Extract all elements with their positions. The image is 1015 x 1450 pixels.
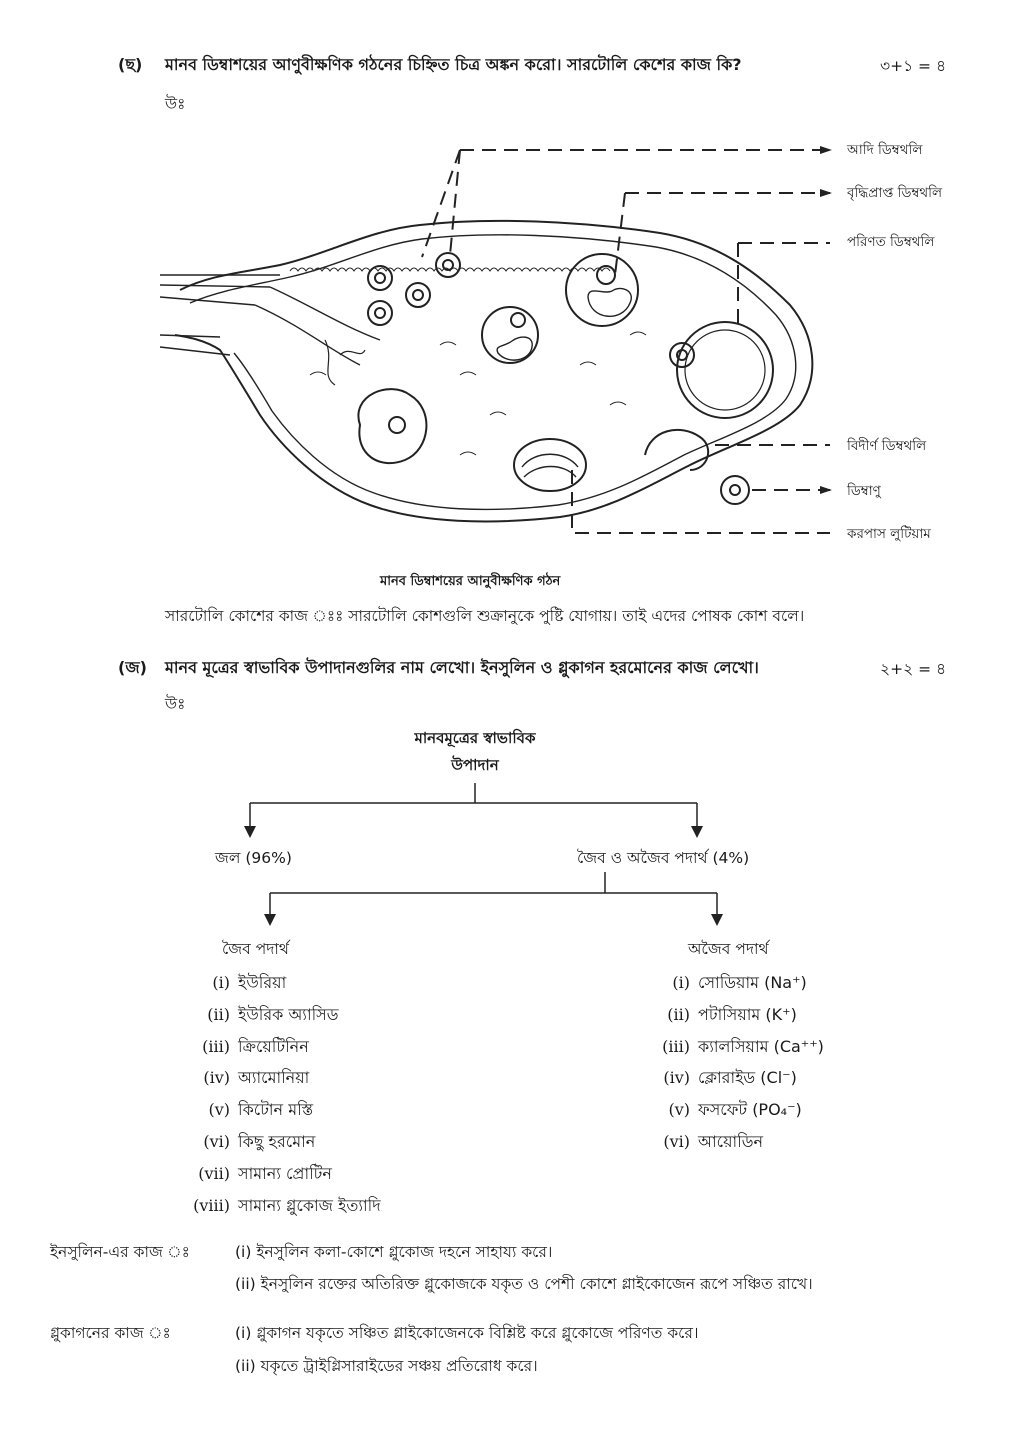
list-item — [182, 1190, 381, 1222]
item-text: কিটোন মস্তি — [238, 1100, 314, 1120]
item-text: সামান্য গ্লুকোজ ইত্যাদি — [238, 1195, 381, 1215]
item-text: ক্যালসিয়াম (Ca⁺⁺) — [698, 1036, 824, 1056]
list-item — [642, 1031, 824, 1063]
item-number: (vii) — [198, 1163, 230, 1183]
list-item — [182, 967, 381, 999]
question-chha-marks: ৩+১ = ৪ — [880, 57, 947, 75]
tree-root-line2: উপাদান — [451, 756, 499, 774]
item-text: ফসফেট (PO₄⁻) — [698, 1100, 802, 1120]
insulin-point-1: (i) ইনসুলিন কলা-কোশে গ্লুকোজ দহনে সাহায্য করে। — [235, 1243, 553, 1261]
tree-water: জল (96%) — [215, 849, 292, 867]
item-number: (iv) — [203, 1068, 230, 1088]
answer-label-chha: উঃ — [165, 95, 186, 113]
list-item — [642, 1126, 824, 1158]
item-number: (i) — [212, 973, 230, 992]
answer-label-jha: উঃ — [165, 695, 186, 713]
item-number: (v) — [208, 1100, 230, 1120]
insulin-label: ইনসুলিন-এর কাজ ঃ — [50, 1243, 190, 1261]
label-ruptured-follicle: বিদীর্ণ ডিম্বথলি — [847, 438, 927, 454]
label-ovum: ডিম্বাণু — [847, 483, 881, 499]
tree-solids: জৈব ও অজৈব পদার্থ (4%) — [577, 849, 750, 867]
item-text: ইউরিক অ্যাসিড — [238, 1004, 339, 1024]
list-item — [182, 999, 381, 1031]
question-chha-text: মানব ডিম্বাশয়ের আণুবীক্ষণিক গঠনের চিহ্নিত চিত্র অঙ্কন করো। সারটোলি কেশের কাজ কি? — [165, 55, 742, 74]
glucagon-point-2: (ii) যকৃতে ট্রাইগ্লিসারাইডের সঞ্চয় প্রতিরোধ করে। — [235, 1357, 538, 1375]
question-chha-marker: (ছ) — [118, 55, 143, 74]
item-number: (iii) — [662, 1036, 690, 1056]
inorganic-title: অজৈব পদার্থ — [688, 940, 769, 958]
list-item — [182, 1158, 381, 1190]
list-item — [182, 1126, 381, 1158]
organic-list — [182, 967, 381, 1221]
list-item — [642, 999, 824, 1031]
item-text: ইউরিয়া — [238, 973, 287, 992]
sertoli-answer: সারটোলি কোশের কাজ ঃঃ সারটোলি কোশগুলি শুক্রানুকে পুষ্টি যোগায়। তাই এদের পোষক কোশ বলে। — [165, 607, 805, 625]
item-number: (viii) — [193, 1195, 230, 1215]
list-item — [642, 1062, 824, 1094]
question-jha-marker: (জ) — [118, 658, 147, 677]
item-text: সামান্য প্রোটিন — [238, 1163, 332, 1183]
question-jha-text: মানব মূত্রের স্বাভাবিক উপাদানগুলির নাম লেখো। ইনসুলিন ও গ্লুকাগন হরমোনের কাজ লেখো। — [165, 658, 759, 677]
item-text: পটাসিয়াম (K⁺) — [698, 1004, 797, 1024]
item-number: (vi) — [203, 1131, 230, 1151]
list-item — [182, 1031, 381, 1063]
list-item — [642, 1094, 824, 1126]
item-text: ক্লোরাইড (Cl⁻) — [698, 1068, 797, 1088]
glucagon-label: গ্লুকাগনের কাজ ঃ — [50, 1324, 171, 1342]
label-mature-follicle: পরিণত ডিম্বথলি — [847, 234, 935, 250]
tree-root-line1: মানবমূত্রের স্বাভাবিক — [414, 729, 536, 747]
item-number: (vi) — [663, 1131, 690, 1151]
item-text: অ্যামোনিয়া — [238, 1068, 310, 1088]
item-text: সোডিয়াম (Na⁺) — [698, 973, 807, 992]
list-item — [182, 1094, 381, 1126]
item-number: (iv) — [663, 1068, 690, 1088]
item-number: (ii) — [207, 1004, 230, 1024]
item-number: (ii) — [667, 1004, 690, 1024]
item-text: ক্রিয়েটিনিন — [238, 1036, 309, 1056]
insulin-point-2: (ii) ইনসুলিন রক্তের অতিরিক্ত গ্লুকোজকে যকৃত ও পেশী কোশে গ্লাইকোজেন রূপে সঞ্চিত রাখে। — [235, 1275, 813, 1293]
organic-title: জৈব পদার্থ — [222, 940, 289, 958]
label-corpus-luteum: করপাস লুটিয়াম — [847, 526, 931, 542]
list-item — [182, 1062, 381, 1094]
item-number: (v) — [668, 1100, 690, 1120]
item-number: (i) — [672, 973, 690, 992]
item-text: আয়োডিন — [698, 1131, 764, 1151]
list-item — [642, 967, 824, 999]
item-text: কিছু হরমোন — [238, 1131, 316, 1151]
label-growing-follicle: বৃদ্ধিপ্রাপ্ত ডিম্বথলি — [847, 185, 943, 201]
inorganic-list — [642, 967, 824, 1158]
question-jha-marks: ২+২ = ৪ — [880, 660, 947, 678]
figure-caption: মানব ডিম্বাশয়ের আনুবীক্ষণিক গঠন — [380, 574, 561, 589]
label-primary-follicle: আদি ডিম্বথলি — [847, 142, 923, 158]
item-number: (iii) — [202, 1036, 230, 1056]
glucagon-point-1: (i) গ্লুকাগন যকৃতে সঞ্চিত গ্লাইকোজেনকে বিশ্লিষ্ট করে গ্লুকোজে পরিণত করে। — [235, 1324, 699, 1342]
